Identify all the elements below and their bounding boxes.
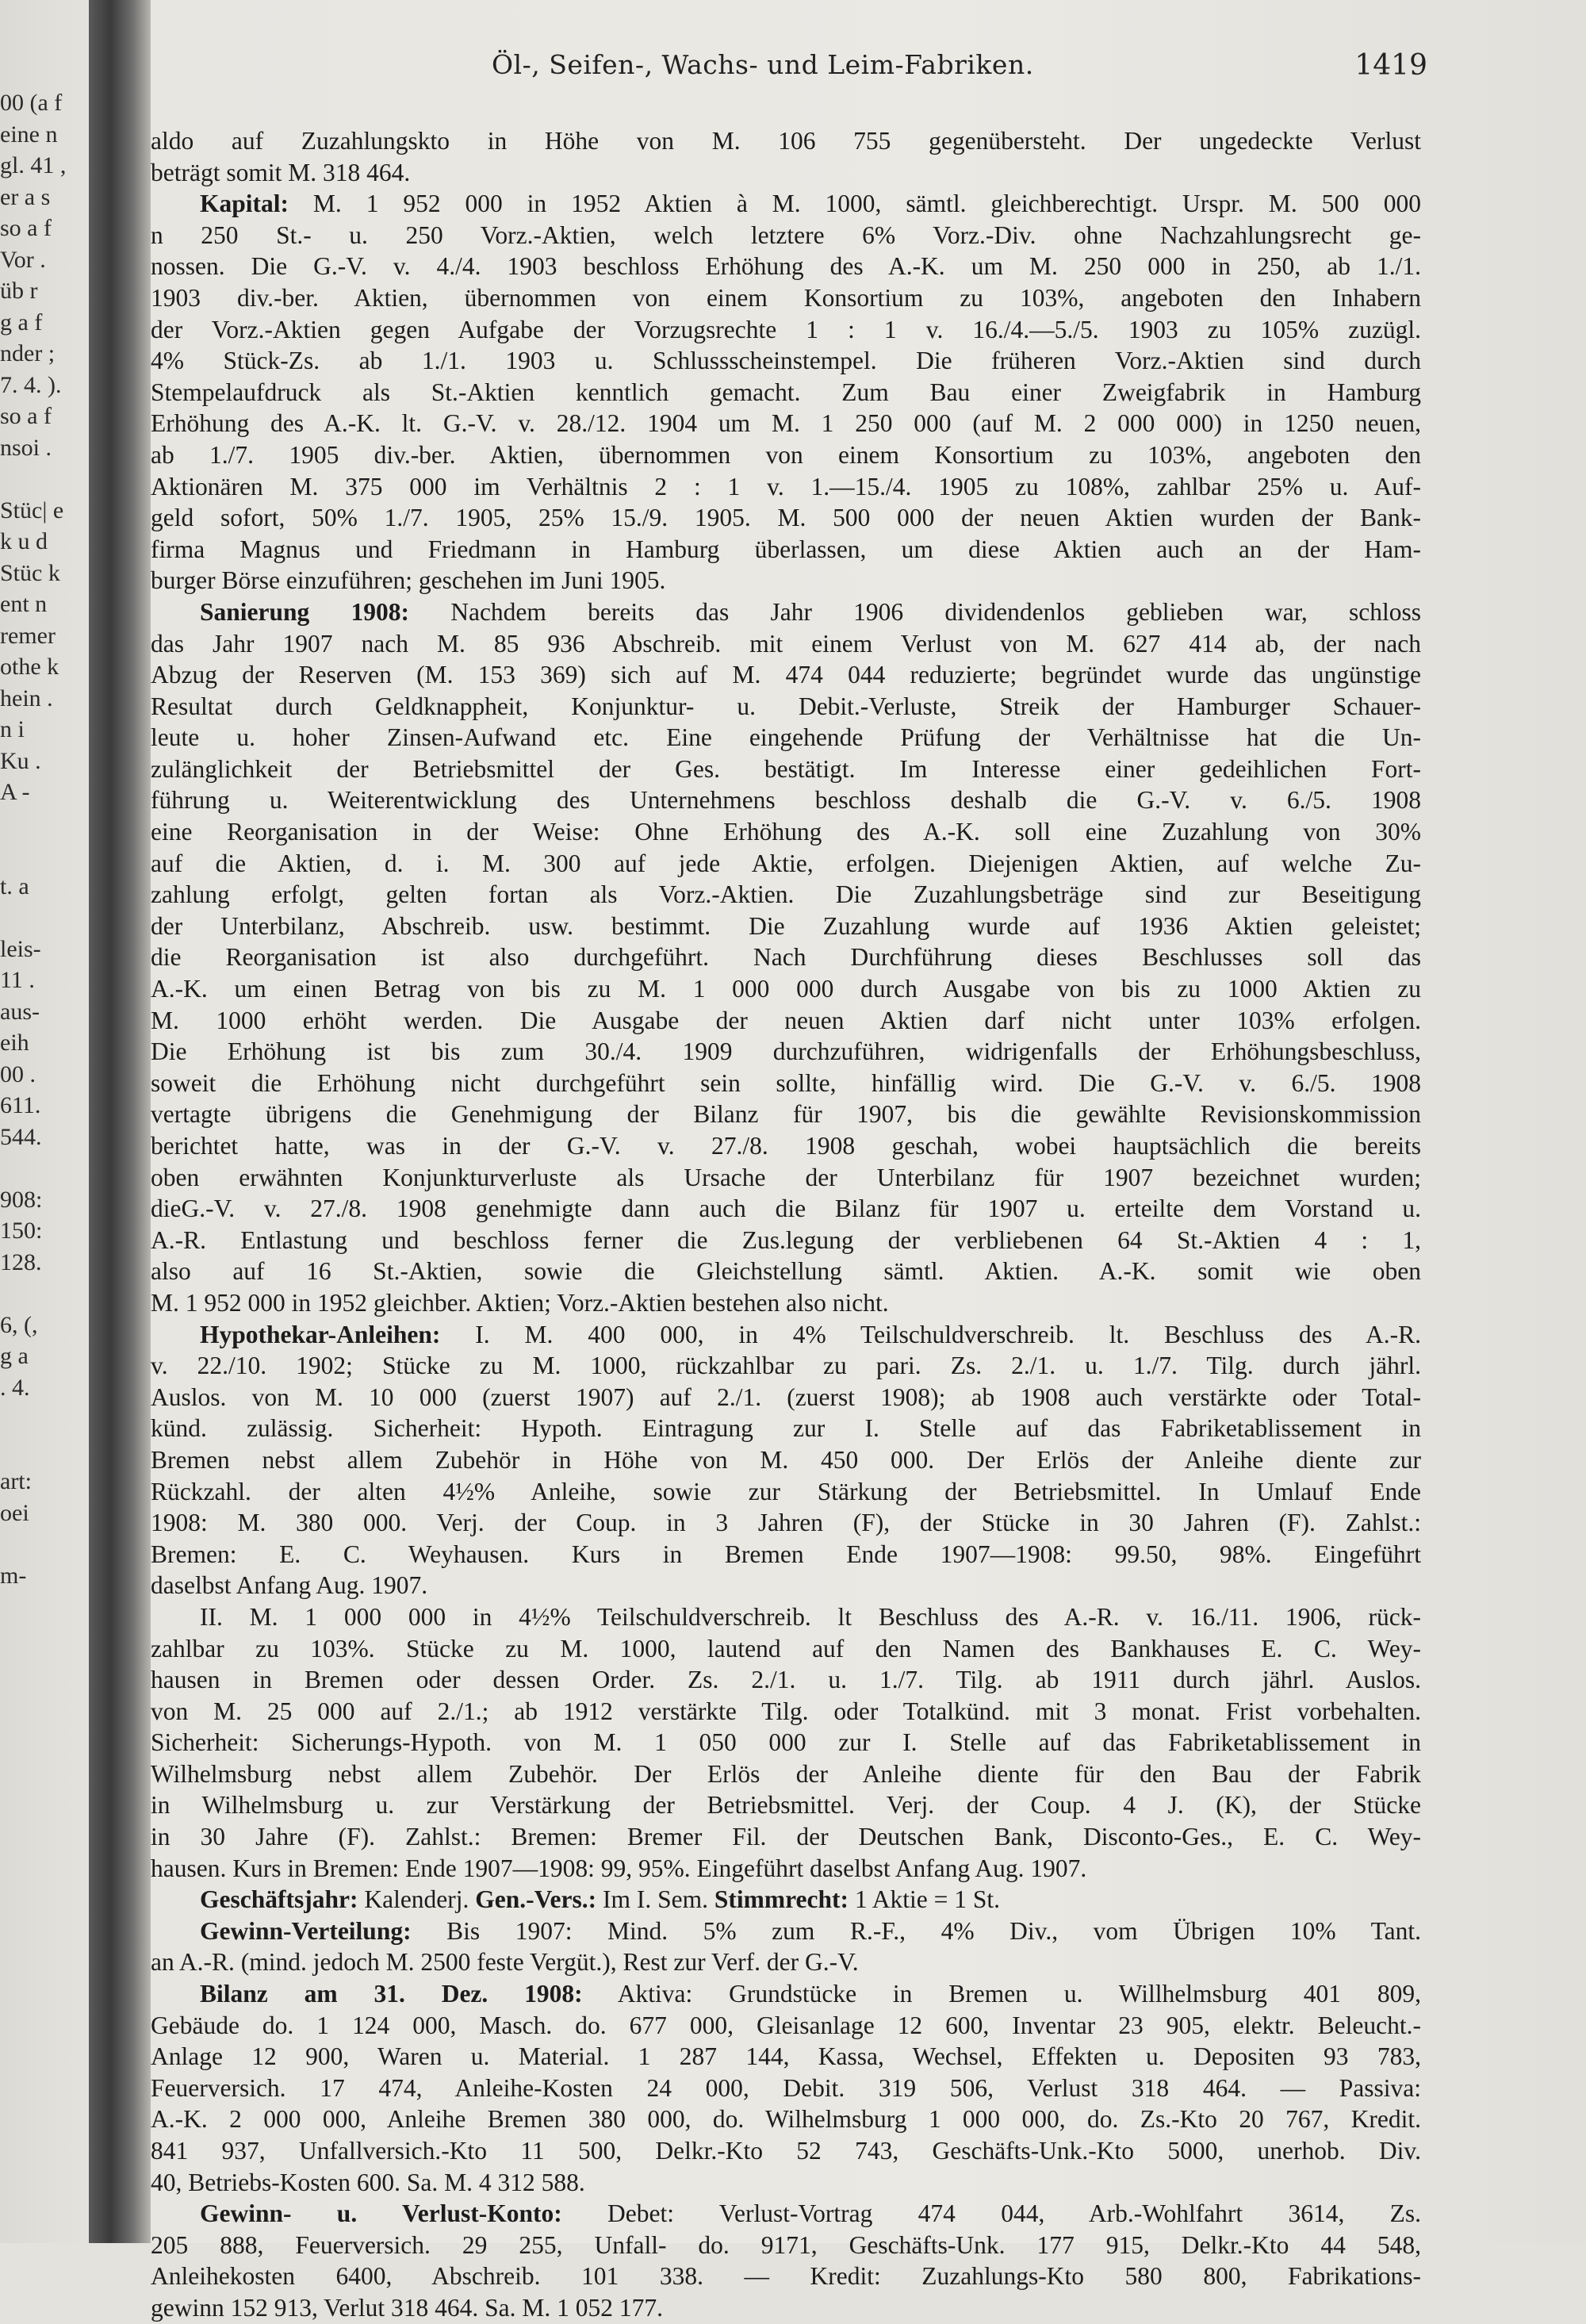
paragraph-line (151, 1256, 1421, 1287)
section-text: Im I. Sem. (602, 1885, 708, 1914)
paragraph-line (151, 659, 1421, 691)
section-label: Geschäftsjahr: (200, 1885, 358, 1914)
margin-fragment-line: Stüc| e (0, 497, 64, 523)
paragraph-line (151, 1978, 1421, 2010)
paragraph-line (151, 816, 1421, 848)
paragraph (151, 596, 1421, 1319)
paragraph-line (151, 282, 1421, 314)
paragraph-line (151, 1727, 1421, 1758)
paragraph-line (151, 1036, 1421, 1068)
paragraph-line (151, 628, 1421, 660)
paragraph-line (151, 125, 1421, 157)
margin-fragment-line: hein . (0, 685, 53, 711)
paragraph-line (151, 1444, 1421, 1476)
paragraph (151, 1916, 1421, 1978)
line-text: M. 1 952 000 in 1952 Aktien à M. 1000, sämtl. gleichberechtigt. Urspr. M. 500 000 (312, 190, 1421, 218)
margin-fragment-line (0, 1435, 89, 1467)
section-label: Gewinn-Verteilung: (200, 1916, 412, 1945)
line-text: also auf 16 St.-Aktien, sowie die Gleichstellung sämtl. Aktien. A.-K. somit wie oben (151, 1257, 1421, 1286)
paragraph-line (151, 2167, 1421, 2199)
line-text: v. 22./10. 1902; Stücke zu M. 1000, rückzahlbar zu pari. Zs. 2./1. u. 1./7. Tilg. durch jährl. (151, 1352, 1421, 1380)
line-text: das Jahr 1907 nach M. 85 936 Abschreib. mit einem Verlust von M. 627 414 ab, der nach (151, 629, 1421, 658)
line-text: gewinn 152 913, Verlut 318 464. Sa. M. 1 052 177. (151, 2293, 664, 2322)
paragraph-line (151, 1789, 1421, 1821)
line-text: die Reorganisation ist also durchgeführt. Nach Durchführung dieses Beschlusses soll das (151, 943, 1421, 972)
paragraph-line (151, 1162, 1421, 1194)
paragraph-line (151, 596, 1421, 628)
line-text: Aktiva: Grundstücke in Bremen u. Willhelmsburg 401 809, (617, 1980, 1421, 2008)
line-text: A.-R. Entlastung und beschloss ferner die Zus.legung der verbliebenen 64 St.-Aktien 4 : 1, (151, 1225, 1421, 1254)
paragraph-line (151, 314, 1421, 346)
paragraph-line (151, 1225, 1421, 1256)
line-text: burger Börse einzuführen; geschehen im Juni 1905. (151, 566, 666, 595)
paragraph-line (151, 1099, 1421, 1130)
article-body (151, 125, 1421, 2324)
paragraph-line (151, 1946, 1421, 1978)
line-text: Wilhelmsburg nebst allem Zubehör. Der Erlös der Anleihe diente für den Bau der Fabrik (151, 1759, 1421, 1788)
paragraph-line (151, 1853, 1421, 1885)
line-text: 205 888, Feuerversich. 29 255, Unfall- do. 9171, Geschäfts-Unk. 177 915, Delkr.-Kto 44 548, (151, 2230, 1421, 2259)
paragraph-line (151, 1382, 1421, 1413)
line-text: Auslos. von M. 10 000 (zuerst 1907) auf 2./1. (zuerst 1908); ab 1908 auch verstärkte oder Total- (151, 1383, 1421, 1411)
margin-fragment-line: 908: (0, 1186, 43, 1213)
line-text: der Unterbilanz, Abschreib. usw. bestimmt. Die Zuzahlung wurde auf 1936 Aktien geleistet; (151, 911, 1421, 940)
margin-fragment-line: k u d (0, 528, 48, 554)
margin-fragment-line: 150: (0, 1218, 43, 1244)
paragraph-line (151, 784, 1421, 816)
line-text: an A.-R. (mind. jedoch M. 2500 feste Vergüt.), Rest zur Verf. der G.-V. (151, 1948, 859, 1977)
margin-fragment-line: 00 . (0, 1060, 36, 1087)
margin-fragment-line: . 4. (0, 1374, 30, 1401)
margin-fragment-line: g a f (0, 309, 43, 336)
line-text: Bis 1907: Mind. 5% zum R.-F., 4% Div., vom Übrigen 10% Tant. (446, 1916, 1421, 1945)
margin-fragment-line: othe k (0, 654, 59, 680)
line-text: aldo auf Zuzahlungskto in Höhe von M. 106 755 gegenübersteht. Der ungedeckte Verlust (151, 127, 1421, 155)
margin-fragment-line (0, 839, 89, 871)
margin-fragment-line: m- (0, 1562, 27, 1589)
margin-fragment-line: leis- (0, 935, 41, 962)
line-text: Stempelaufdruck als St.-Aktien kenntlich gemacht. Zum Bau einer Zweigfabrik in Hamburg (151, 378, 1421, 406)
paragraph-line (151, 2292, 1421, 2324)
paragraph-line (151, 439, 1421, 471)
line-text: Aktionären M. 375 000 im Verhältnis 2 : 1 v. 1.—15./4. 1905 zu 108%, zahlbar 25% u. Auf- (151, 472, 1421, 500)
line-text: künd. zulässig. Sicherheit: Hypoth. Eintragung zur I. Stelle auf das Fabriketablissement in (151, 1414, 1421, 1443)
margin-fragment-line: nder ; (0, 340, 56, 366)
margin-fragment-line: 544. (0, 1123, 42, 1150)
margin-fragment-line: ent n (0, 591, 48, 617)
paragraph (151, 1601, 1421, 1884)
paragraph-line (151, 911, 1421, 942)
paragraph-line (151, 973, 1421, 1005)
section-label: Gewinn- u. Verlust-Konto: (200, 2199, 562, 2228)
margin-fragment-line: eine n (0, 121, 58, 148)
line-text: nossen. Die G.-V. v. 4./4. 1903 beschloss Erhöhung des A.-K. um M. 250 000 in 250, ab 1./1. (151, 252, 1421, 281)
section-text: 1 Aktie = 1 St. (854, 1885, 1000, 1914)
paragraph-line (151, 1413, 1421, 1444)
line-text: Anlage 12 900, Waren u. Material. 1 287 144, Kassa, Wechsel, Effekten u. Depositen 93 783, (151, 2042, 1421, 2071)
paragraph-line (151, 941, 1421, 973)
line-text: Feuerversich. 17 474, Anleihe-Kosten 24 000, Debit. 319 506, Verlust 318 464. — Passiva: (151, 2073, 1421, 2102)
margin-fragment-line: üb r (0, 278, 38, 304)
paragraph-line (151, 1539, 1421, 1570)
paragraph-line (151, 251, 1421, 282)
margin-fragment-line: gl. 41 , (0, 152, 67, 178)
margin-fragment-line (0, 1528, 89, 1560)
line-text: beträgt somit M. 318 464. (151, 158, 411, 186)
paragraph-line (151, 188, 1421, 220)
margin-fragment-line: 00 (a f (0, 90, 63, 116)
paragraph-line (151, 2261, 1421, 2292)
line-text: Erhöhung des A.-K. lt. G.-V. v. 28./12. 1904 um M. 1 250 000 (auf M. 2 000 000) in 1250 neuen, (151, 409, 1421, 438)
line-text: II. M. 1 000 000 in 4½% Teilschuldverschreib. lt Beschluss des A.-R. v. 16./11. 1906, rück- (200, 1602, 1421, 1631)
paragraph-line (151, 1319, 1421, 1351)
running-header (151, 49, 1427, 89)
margin-fragment-line (0, 463, 89, 495)
line-text: zulänglichkeit der Betriebsmittel der Ges. bestätigt. Im Interesse einer gedeihlichen Fort- (151, 754, 1421, 783)
line-text: Rückzahl. der alten 4½% Anleihe, sowie zur Stärkung der Betriebsmittel. In Umlauf Ende (151, 1477, 1421, 1505)
paragraph-line (151, 1350, 1421, 1382)
paragraph-line (151, 1507, 1421, 1539)
paragraph-line (151, 534, 1421, 566)
margin-fragment-line: t. a (0, 872, 29, 899)
line-text: 1903 div.-ber. Aktien, übernommen von einem Konsortium zu 103%, angeboten den Inhabern (151, 283, 1421, 312)
margin-fragment-line: aus- (0, 998, 40, 1025)
paragraph-line (151, 2198, 1421, 2230)
line-text: leute u. hoher Zinsen-Aufwand etc. Eine eingehende Prüfung der Verhältnisse hat die Un- (151, 723, 1421, 752)
paragraph-line (151, 1287, 1421, 1319)
adjacent-page-fragment (0, 87, 89, 1753)
paragraph-line (151, 1570, 1421, 1601)
section-label: Hypothekar-Anleihen: (200, 1320, 441, 1348)
line-text: in Wilhelmsburg u. zur Verstärkung der Betriebsmittel. Verj. der Coup. 4 J. (K), der Stücke (151, 1791, 1421, 1820)
margin-fragment-line: Ku . (0, 747, 41, 774)
paragraph-line (151, 2135, 1421, 2167)
margin-fragment-line: A - (0, 779, 30, 805)
line-text: Sicherheit: Sicherungs-Hypoth. von M. 1 050 000 zur I. Stelle auf das Fabriketablissement in (151, 1728, 1421, 1757)
paragraph-line (151, 220, 1421, 251)
paragraph-line (151, 722, 1421, 754)
margin-fragment-line (0, 808, 89, 840)
line-text: Anleihekosten 6400, Abschreib. 101 338. — Kredit: Zuzahlungs-Kto 580 800, Fabrikations- (151, 2262, 1421, 2291)
paragraph (151, 1978, 1421, 2198)
line-text: Debet: Verlust-Vortrag 474 044, Arb.-Wohlfahrt 3614, Zs. (607, 2199, 1421, 2228)
margin-fragment-line: nsoi . (0, 434, 52, 461)
margin-fragment-line: so a f (0, 403, 52, 429)
paragraph-line (151, 691, 1421, 723)
book-gutter (89, 0, 151, 2243)
line-text: oben erwähnten Konjunkturverluste als Ursache der Unterbilanz für 1907 bezeichnet wurden; (151, 1163, 1421, 1191)
margin-fragment-line: 7. 4. ). (0, 371, 62, 398)
paragraph-line (151, 2010, 1421, 2042)
paragraph-line (151, 157, 1421, 189)
line-text: soweit die Erhöhung nicht durchgeführt sein sollte, hinfällig wird. Die G.-V. v. 6./5. 1908 (151, 1068, 1421, 1097)
line-text: 40, Betriebs-Kosten 600. Sa. M. 4 312 588. (151, 2168, 585, 2196)
line-text: 1908: M. 380 000. Verj. der Coup. in 3 Jahren (F), der Stücke in 30 Jahren (F). Zahlst.: (151, 1509, 1421, 1537)
paragraph-line (151, 2103, 1421, 2135)
line-text: führung u. Weiterentwicklung des Unternehmens beschloss deshalb die G.-V. v. 6./5. 1908 (151, 786, 1421, 815)
paragraph-line (151, 408, 1421, 439)
margin-fragment-line: Vor . (0, 246, 46, 273)
margin-fragment-line: 128. (0, 1248, 42, 1275)
paragraph-line (151, 2230, 1421, 2261)
line-text: zahlung erfolgt, gelten fortan als Vorz.-Aktien. Die Zuzahlungsbeträge sind zur Beseitigung (151, 880, 1421, 909)
margin-fragment-line: er a s (0, 183, 51, 210)
line-text: Bremen: E. C. Weyhausen. Kurs in Bremen Ende 1907—1908: 99.50, 98%. Eingeführt (151, 1540, 1421, 1568)
margin-fragment-line: 6, (, (0, 1311, 38, 1338)
section-label: Gen.-Vers.: (475, 1885, 597, 1914)
paragraph-line (151, 565, 1421, 596)
paragraph (151, 125, 1421, 188)
margin-fragment-line: so a f (0, 215, 52, 241)
line-text: hausen in Bremen oder dessen Order. Zs. 2./1. u. 1./7. Tilg. ab 1911 durch jährl. Auslos. (151, 1666, 1421, 1694)
line-text: A.-K. um einen Betrag von bis zu M. 1 000 000 durch Ausgabe von bis zu 1000 Aktien zu (151, 975, 1421, 1003)
margin-fragment-line (0, 1403, 89, 1435)
paragraph-line (151, 345, 1421, 377)
header-title: Öl-, Seifen-, Wachs- und Leim-Fabriken. (492, 49, 1034, 80)
paragraph-line (151, 879, 1421, 911)
paragraph-line (151, 377, 1421, 408)
margin-fragment-line (0, 1278, 89, 1310)
line-text: Resultat durch Geldknappheit, Konjunktur- u. Debit.-Verluste, Streik der Hamburger Schauer- (151, 692, 1421, 720)
line-text: 841 937, Unfallversich.-Kto 11 500, Delkr.-Kto 52 743, Geschäfts-Unk.-Kto 5000, unerhob. Div. (151, 2137, 1421, 2165)
paragraph (151, 2198, 1421, 2323)
line-text: eine Reorganisation in der Weise: Ohne Erhöhung des A.-K. soll eine Zuzahlung von 30% (151, 818, 1421, 846)
paragraph-line (151, 848, 1421, 880)
margin-fragment-line: oei (0, 1499, 29, 1526)
line-text: Bremen nebst allem Zubehör in Höhe von M. 450 000. Der Erlös der Anleihe diente zur (151, 1445, 1421, 1474)
line-text: berichtet hatte, was in der G.-V. v. 27./8. 1908 geschah, wobei hauptsächlich die bereits (151, 1132, 1421, 1160)
paragraph-line (151, 1193, 1421, 1225)
line-text: ab 1./7. 1905 div.-ber. Aktien, übernommen von einem Konsortium zu 103%, angeboten den (151, 440, 1421, 469)
margin-fragment-line: remer (0, 622, 56, 649)
line-text: auf die Aktien, d. i. M. 300 auf jede Aktie, erfolgen. Diejenigen Aktien, auf welche Zu- (151, 849, 1421, 877)
line-text: n 250 St.- u. 250 Vorz.-Aktien, welch letztere 6% Vorz.-Div. ohne Nachzahlungsrecht ge- (151, 221, 1421, 249)
section-label: Sanierung 1908: (200, 597, 409, 626)
line-text: daselbst Anfang Aug. 1907. (151, 1571, 428, 1600)
paragraph-line (151, 754, 1421, 785)
section-text: Kalenderj. (364, 1885, 469, 1914)
line-text: von M. 25 000 auf 2./1.; ab 1912 verstärkte Tilg. oder Totalkünd. mit 3 monat. Frist vorbehalten. (151, 1697, 1421, 1725)
line-text: Nachdem bereits das Jahr 1906 dividendenlos geblieben war, schloss (450, 597, 1421, 626)
line-text: M. 1 952 000 in 1952 gleichber. Aktien; Vorz.-Aktien bestehen also nicht. (151, 1288, 889, 1317)
margin-fragment-line: 611. (0, 1092, 41, 1118)
paragraph (151, 1319, 1421, 1601)
paragraph-line (151, 1758, 1421, 1790)
margin-fragment-line (0, 902, 89, 934)
paragraph-line (151, 502, 1421, 534)
paragraph-line (151, 1130, 1421, 1162)
paragraph-line (151, 2073, 1421, 2104)
paragraph-line (151, 1916, 1421, 1947)
line-text: firma Magnus und Friedmann in Hamburg überlassen, um diese Aktien auch an der Ham- (151, 535, 1421, 563)
line-text: Gebäude do. 1 124 000, Masch. do. 677 000, Gleisanlage 12 600, Inventar 23 905, elektr. Beleucht.- (151, 2011, 1421, 2039)
margin-fragment-line: Stüc k (0, 559, 60, 586)
paragraph-line (151, 1601, 1421, 1633)
line-text: M. 1000 erhöht werden. Die Ausgabe der neuen Aktien darf nicht unter 103% erfolgen. (151, 1006, 1421, 1034)
line-text: dieG.-V. v. 27./8. 1908 genehmigte dann auch die Bilanz für 1907 u. erteilte dem Vorstand u. (151, 1195, 1421, 1223)
line-text: Die Erhöhung ist bis zum 30./4. 1909 durchzuführen, widrigenfalls der Erhöhungsbeschluss, (151, 1037, 1421, 1066)
paragraph (151, 1884, 1421, 1916)
line-text: I. M. 400 000, in 4% Teilschuldverschreib. lt. Beschluss des A.-R. (475, 1320, 1421, 1348)
margin-fragment-line (0, 1152, 89, 1184)
paragraph-line (151, 1696, 1421, 1728)
line-text: zahlbar zu 103%. Stücke zu M. 1000, lautend auf den Namen des Bankhauses E. C. Wey- (151, 1634, 1421, 1662)
paragraph-line (151, 1633, 1421, 1665)
line-text: A.-K. 2 000 000, Anleihe Bremen 380 000, do. Wilhelmsburg 1 000 000, do. Zs.-Kto 20 767, Kredit. (151, 2105, 1421, 2134)
line-text: der Vorz.-Aktien gegen Aufgabe der Vorzugsrechte 1 : 1 v. 16./4.—5./5. 1903 zu 105% zuzügl. (151, 315, 1421, 343)
line-text: hausen. Kurs in Bremen: Ende 1907—1908: 99, 95%. Eingeführt daselbst Anfang Aug. 1907. (151, 1854, 1087, 1882)
line-text: geld sofort, 50% 1./7. 1905, 25% 15./9. 1905. M. 500 000 der neuen Aktien wurden der Bank- (151, 504, 1421, 532)
margin-fragment-line: n i (0, 716, 25, 742)
paragraph-line (151, 1476, 1421, 1508)
paragraph-line (151, 2041, 1421, 2073)
paragraph-line (151, 1005, 1421, 1037)
paragraph-line (151, 1664, 1421, 1696)
paragraph-line (151, 1821, 1421, 1853)
margin-fragment-line: g a (0, 1343, 29, 1369)
line-text: Abzug der Reserven (M. 153 369) sich auf M. 474 044 reduzierte; begründet wurde das ungünstige (151, 661, 1421, 689)
margin-fragment-line: art: (0, 1468, 32, 1494)
line-text: 4% Stück-Zs. ab 1./1. 1903 u. Schlussscheinstempel. Die früheren Vorz.-Aktien sind durch (151, 347, 1421, 375)
line-text: vertagte übrigens die Genehmigung der Bilanz für 1907, bis die gewählte Revisionskommission (151, 1100, 1421, 1129)
paragraph-line (151, 1068, 1421, 1099)
section-label: Stimmrecht: (714, 1885, 849, 1914)
margin-fragment-line: eih (0, 1030, 29, 1056)
line-text: in 30 Jahre (F). Zahlst.: Bremen: Bremer Fil. der Deutschen Bank, Disconto-Ges., E. C. Wey- (151, 1823, 1421, 1851)
section-label: Bilanz am 31. Dez. 1908: (200, 1980, 583, 2008)
paragraph-line (151, 471, 1421, 503)
page-number: 1419 (1354, 49, 1427, 82)
margin-fragment-line: 11 . (0, 967, 35, 993)
paragraph (151, 188, 1421, 596)
paragraph-line (151, 1884, 1421, 1916)
section-label: Kapital: (200, 190, 289, 218)
